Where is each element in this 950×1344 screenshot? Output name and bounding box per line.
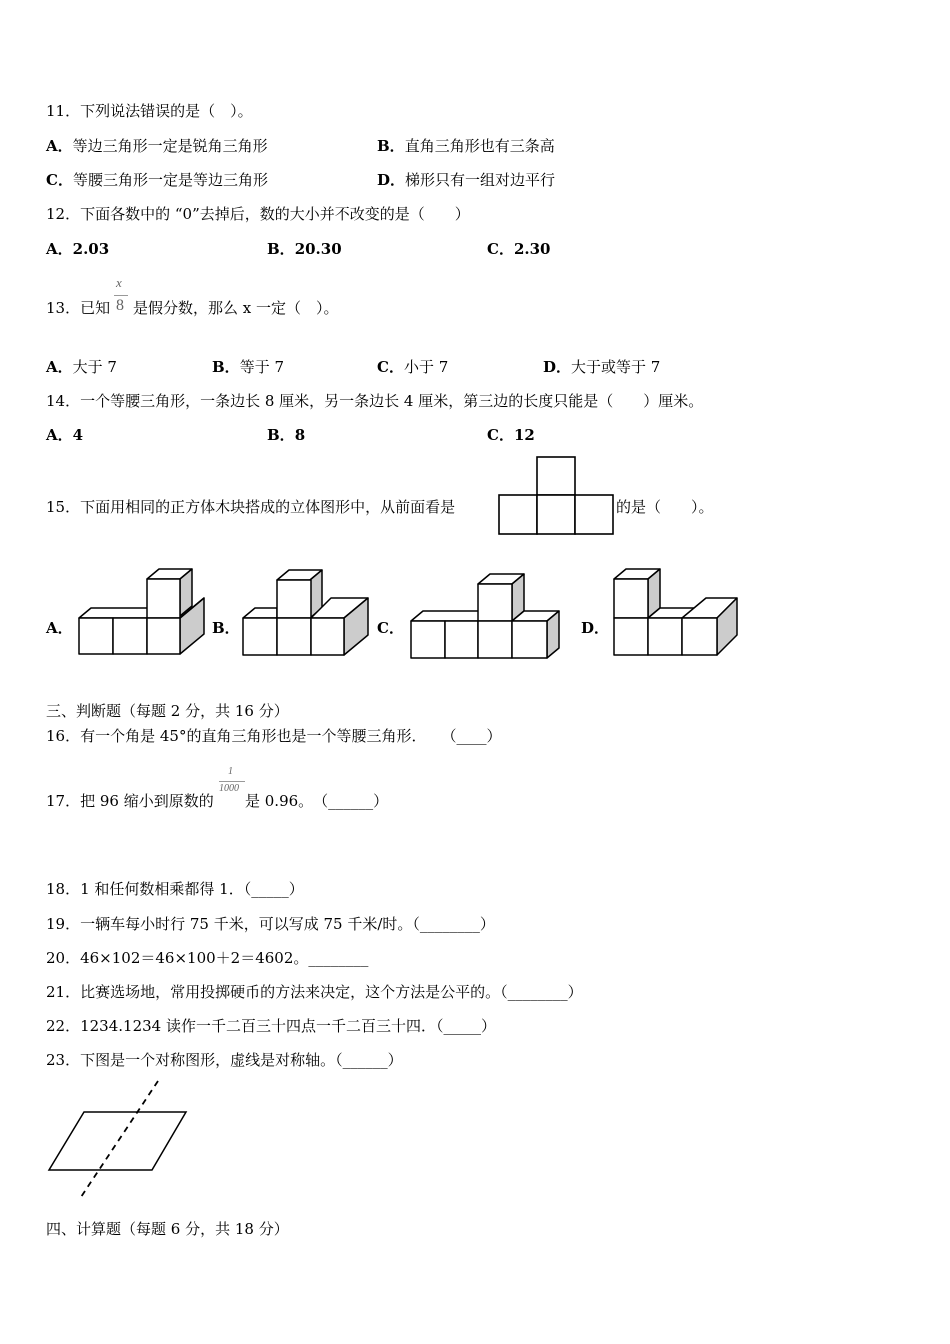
q15-option-c-key[interactable]: C． xyxy=(377,619,404,637)
section-3-heading: 三、判断题（每题 2 分，共 16 分） xyxy=(46,702,289,720)
option-key: C． xyxy=(46,171,73,189)
q12-stem: 12．下面各数中的 “0”去掉后，数的大小并不改变的是（ ） xyxy=(46,205,470,223)
q14-option-c[interactable] xyxy=(487,425,535,445)
option-text: 直角三角形也有三条高 xyxy=(404,137,555,155)
q15-prefix: 15．下面用相同的正方体木块搭成的立体图形中，从前面看是 xyxy=(46,498,456,516)
q23-parallelogram-figure xyxy=(46,1078,191,1203)
option-text: 等腰三角形一定是等边三角形 xyxy=(72,171,268,189)
q11-stem: 11．下列说法错误的是（ ）。 xyxy=(46,102,253,120)
option-key: D． xyxy=(377,171,406,189)
option-key: C． xyxy=(487,240,514,258)
q13-option-c[interactable] xyxy=(377,357,448,377)
q13-fraction-denominator: 8 xyxy=(116,297,124,314)
option-key: B． xyxy=(267,240,295,258)
q15-option-b-figure xyxy=(242,568,372,660)
option-text: 梯形只有一组对边平行 xyxy=(405,171,556,189)
q13-option-d[interactable] xyxy=(543,357,660,377)
q11-option-d[interactable] xyxy=(377,170,555,190)
q13-option-a[interactable] xyxy=(46,357,117,377)
option-key: A． xyxy=(46,137,73,155)
q15-option-d-figure xyxy=(613,567,741,659)
q15-option-a-figure xyxy=(78,567,208,659)
q20-text: 20．46×102＝46×100＋2＝4602。________ xyxy=(46,949,369,967)
q17-fraction-numerator: 1 xyxy=(228,766,233,777)
q17-suffix: 是 0.96。 （______） xyxy=(245,792,389,810)
q15-option-b-key[interactable]: B． xyxy=(212,619,240,637)
option-key: D． xyxy=(543,358,572,376)
option-text: 2.30 xyxy=(513,240,551,258)
option-text: 2.03 xyxy=(72,240,110,258)
q11-option-c[interactable] xyxy=(46,170,268,190)
q17-prefix: 17．把 96 缩小到原数的 xyxy=(46,792,214,810)
option-key: A． xyxy=(46,426,73,444)
q15-option-c-figure xyxy=(410,572,562,662)
q19-text: 19．一辆车每小时行 75 千米，可以写成 75 千米/时。（________） xyxy=(46,915,495,933)
q13-prefix: 13．已知 xyxy=(46,299,111,317)
q15-suffix: 的是（ ）。 xyxy=(616,498,714,516)
option-text: 等边三角形一定是锐角三角形 xyxy=(72,137,268,155)
option-key: C． xyxy=(487,426,514,444)
q12-option-c[interactable] xyxy=(487,239,551,259)
option-text: 12 xyxy=(513,426,535,444)
option-key: A． xyxy=(46,358,73,376)
q12-option-b[interactable] xyxy=(267,239,342,259)
q14-stem: 14．一个等腰三角形，一条边长 8 厘米，另一条边长 4 厘米，第三边的长度只能是（ ）厘米。 xyxy=(46,392,704,410)
option-key: B． xyxy=(377,137,405,155)
q21-text: 21．比赛选场地，常用投掷硬币的方法来决定，这个方法是公平的。（________） xyxy=(46,983,583,1001)
q15-option-d-key[interactable]: D． xyxy=(581,619,610,637)
q13-option-b[interactable] xyxy=(212,357,284,377)
q18-text: 18．1 和任何数相乘都得 1．（_____） xyxy=(46,880,304,898)
q22-text: 22．1234.1234 读作一千二百三十四点一千二百三十四．（_____） xyxy=(46,1017,496,1035)
q14-option-a[interactable] xyxy=(46,425,83,445)
option-text: 大于或等于 7 xyxy=(571,358,661,376)
option-key: B． xyxy=(212,358,240,376)
option-text: 8 xyxy=(294,426,306,444)
option-key: B． xyxy=(267,426,295,444)
option-text: 大于 7 xyxy=(72,358,117,376)
q16-text: 16．有一个角是 45°的直角三角形也是一个等腰三角形． （____） xyxy=(46,727,502,745)
q17-fraction-denominator: 1000 xyxy=(219,783,239,794)
q13-fraction-numerator: x xyxy=(116,275,122,290)
q11-option-b[interactable] xyxy=(377,136,555,156)
q15-front-view-figure xyxy=(498,456,614,536)
option-key: A． xyxy=(46,240,73,258)
q15-option-a-key[interactable]: A． xyxy=(46,619,73,637)
front-view-middle-square xyxy=(537,495,575,534)
parallelogram-shape xyxy=(49,1112,186,1170)
q13-suffix: 是假分数，那么 x 一定（ ）。 xyxy=(133,299,339,317)
q17-fraction-bar xyxy=(219,781,245,782)
option-text: 等于 7 xyxy=(239,358,284,376)
q11-option-a[interactable] xyxy=(46,136,268,156)
symmetry-axis-dashed-line xyxy=(79,1081,158,1200)
option-text: 小于 7 xyxy=(403,358,449,376)
front-view-top-square xyxy=(537,457,575,495)
q14-option-b[interactable] xyxy=(267,425,305,445)
front-view-right-square xyxy=(575,495,613,534)
q13-fraction-bar xyxy=(114,295,128,296)
front-view-left-square xyxy=(499,495,537,534)
option-text: 4 xyxy=(72,426,84,444)
option-key: C． xyxy=(377,358,404,376)
section-4-heading: 四、计算题（每题 6 分，共 18 分） xyxy=(46,1220,289,1238)
q23-text: 23．下图是一个对称图形，虚线是对称轴。（______） xyxy=(46,1051,403,1069)
option-text: 20.30 xyxy=(294,240,342,258)
q12-option-a[interactable] xyxy=(46,239,109,259)
